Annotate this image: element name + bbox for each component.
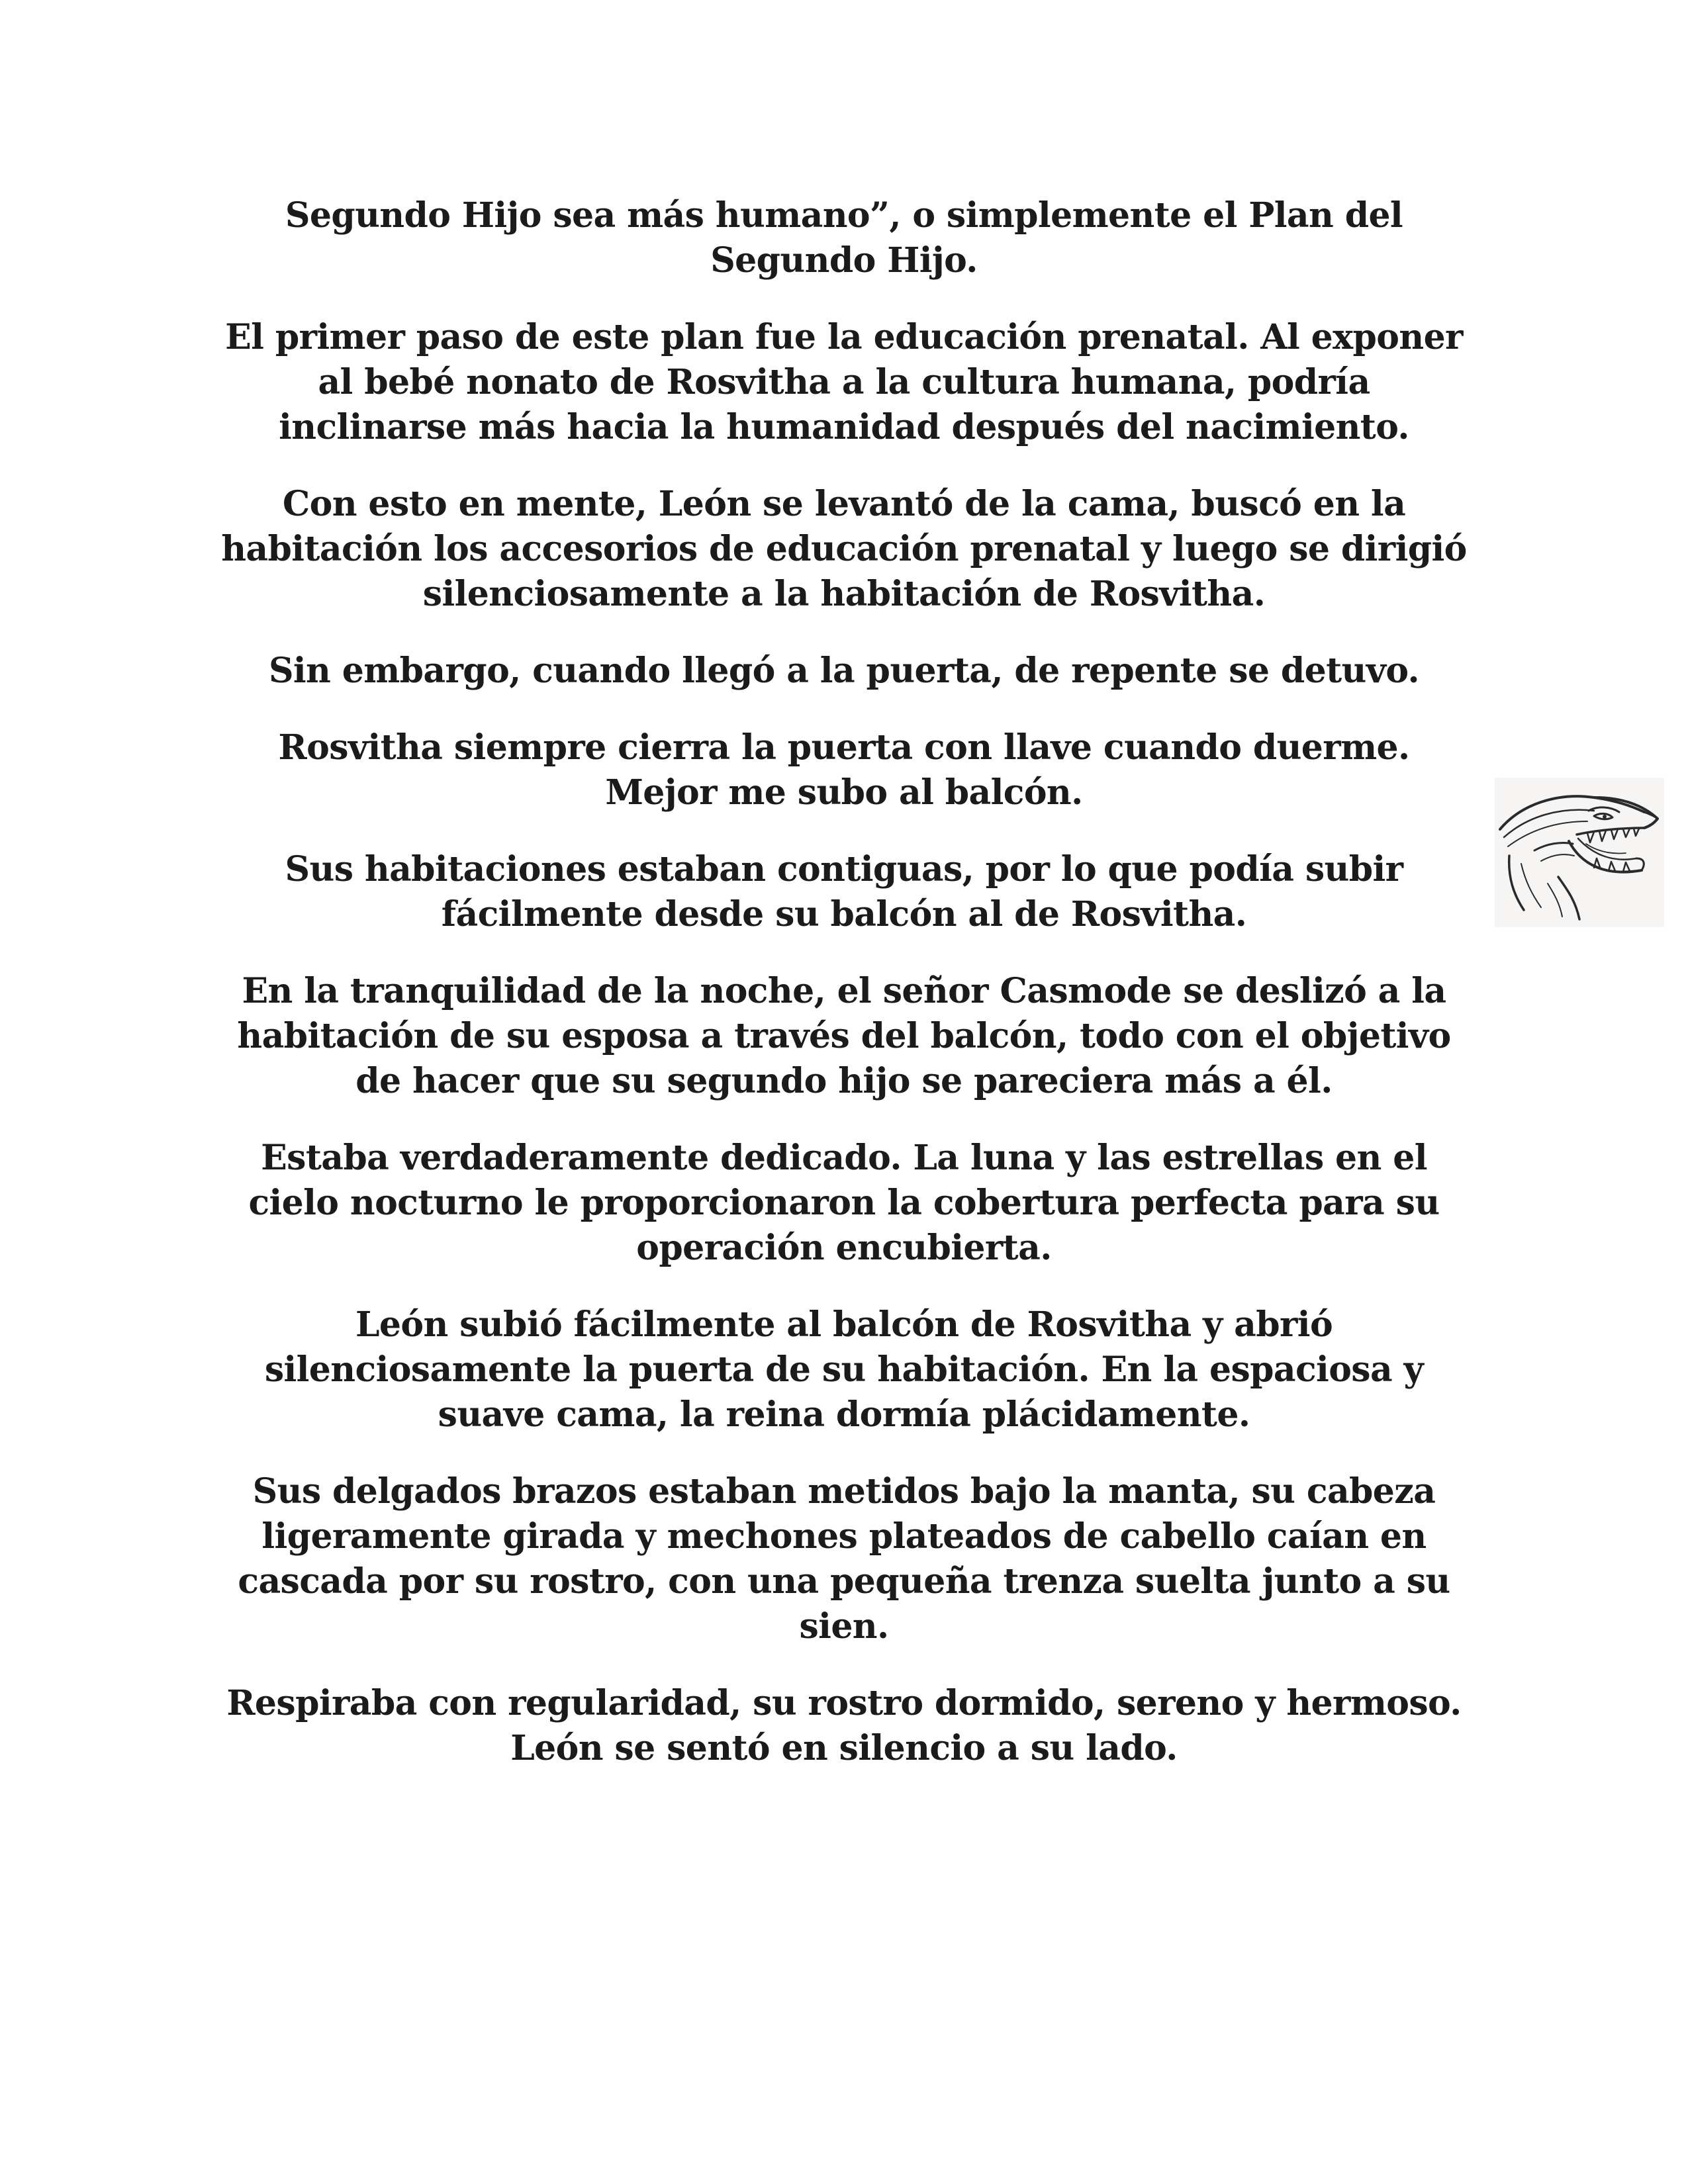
paragraph-5: Rosvitha siempre cierra la puerta con llave cuando duerme. Mejor me subo al balcón. <box>278 727 1410 813</box>
paragraph-6: Sus habitaciones estaban contiguas, por lo que podía subir fácilmente desde su balcón al de Rosvitha. <box>285 849 1403 934</box>
paragraph-7: En la tranquilidad de la noche, el señor Casmode se deslizó a la habitación de su esposa a través del balcón, todo con el objetivo de hacer que su segundo hijo se pareciera más a él. <box>237 971 1451 1101</box>
paragraph-4: Sin embargo, cuando llegó a la puerta, de repente se detuvo. <box>268 651 1420 691</box>
paragraph-8: Estaba verdaderamente dedicado. La luna y las estrellas en el cielo nocturno le proporcionaron la cobertura perfecta para su operación encubierta. <box>248 1138 1440 1268</box>
paragraph-10: Sus delgados brazos estaban metidos bajo la manta, su cabeza ligeramente girada y mechones plateados de cabello caían en cascada por su rostro, con una pequeña trenza suelta junto a su sien. <box>238 1471 1450 1647</box>
paragraph-11: Respiraba con regularidad, su rostro dormido, sereno y hermoso. León se sentó en silencio a su lado. <box>226 1683 1462 1768</box>
body-text <box>218 193 1470 1803</box>
paragraph-2: El primer paso de este plan fue la educación prenatal. Al exponer al bebé nonato de Rosvitha a la cultura humana, podría inclinarse más hacia la humanidad después del nacimiento. <box>225 317 1463 447</box>
paragraph-1: Segundo Hijo sea más humano”, o simplemente el Plan del Segundo Hijo. <box>285 195 1403 281</box>
dragon-head-sketch-icon <box>1495 778 1664 927</box>
paragraph-9: León subió fácilmente al balcón de Rosvitha y abrió silenciosamente la puerta de su habitación. En la espaciosa y suave cama, la reina dormía plácidamente. <box>264 1304 1424 1435</box>
paragraph-3: Con esto en mente, León se levantó de la cama, buscó en la habitación los accesorios de educación prenatal y luego se dirigió silenciosamente a la habitación de Rosvitha. <box>221 484 1467 614</box>
